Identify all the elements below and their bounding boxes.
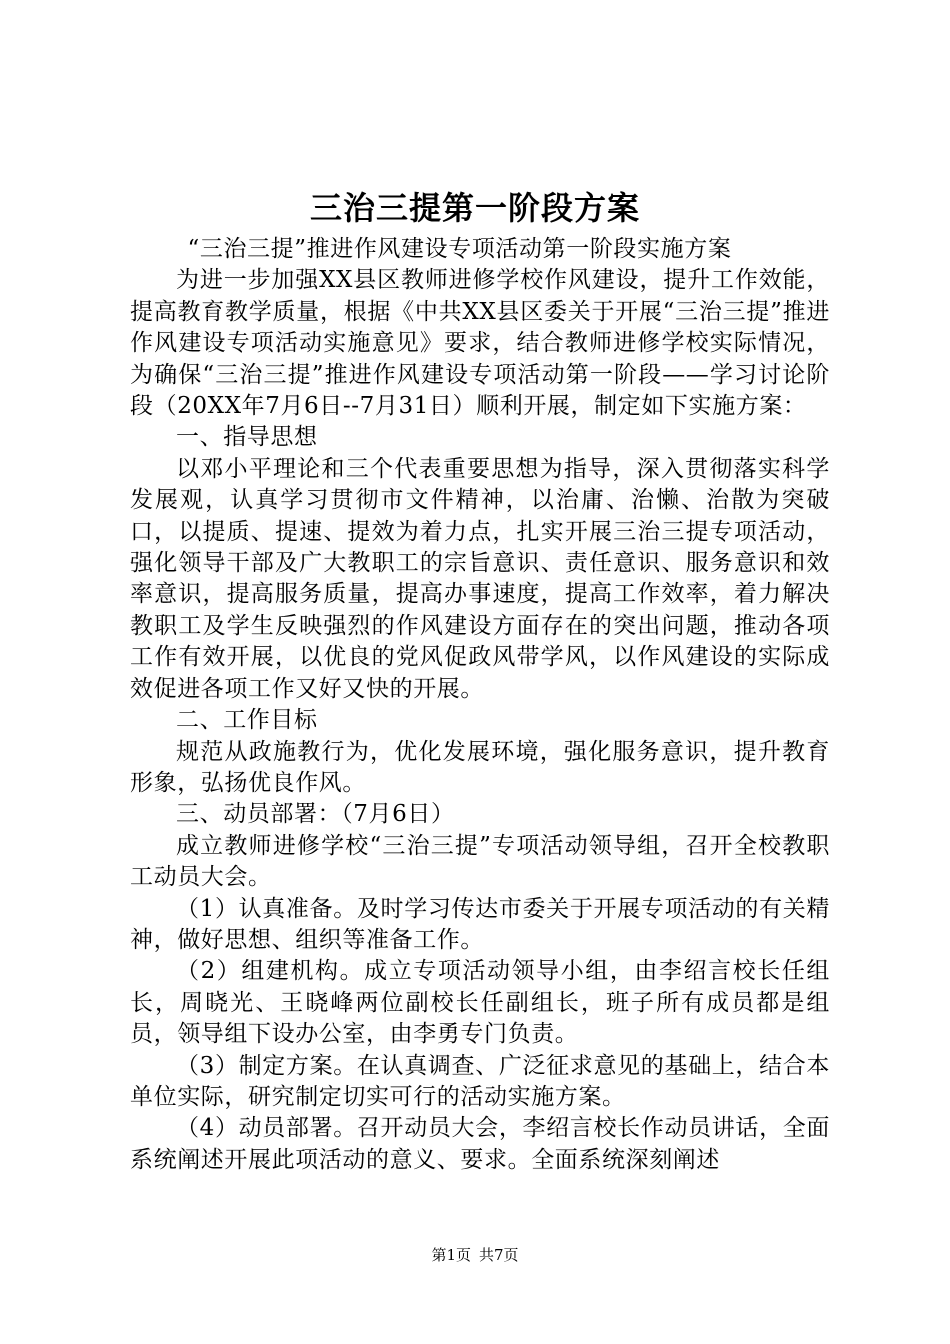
list-item-organization: （2）组建机构。成立专项活动领导小组，由李绍言校长任组长，周晓光、王晓峰两位副校长任副组长，班子所有成员都是组员，领导组下设办公室，由李勇专门负责。 [130,958,830,1048]
section-heading-work-goals: 二、工作目标 [176,707,318,734]
mobilization-paragraph: 成立教师进修学校“三治三提”专项活动领导组，召开全校教职工动员大会。 [130,832,830,891]
page-total: 共7页 [479,1246,519,1264]
section-heading-mobilization: 三、动员部署：（7月6日） [176,801,455,828]
list-item-plan: （3）制定方案。在认真调查、广泛征求意见的基础上，结合本单位实际，研究制定切实可行的活动实施方案。 [130,1052,830,1110]
page-footer [0,1245,950,1265]
intro-paragraph: 为进一步加强XX县区教师进修学校作风建设，提升工作效能，提高教育教学质量，根据《中共XX县区委关于开展“三治三提”推进作风建设专项活动实施意见》要求，结合教师进修学校实际情况，为确保“三治三提”推进作风建设专项活动第一阶段——学习讨论阶段（20XX年7月6日--7月31日）顺利开展，制定如下实施方案： [130,267,830,420]
document-body [130,234,830,1176]
section-heading-guiding-thought: 一、指导思想 [176,424,318,451]
page-number: 第1页 [431,1246,471,1264]
document-title: 三治三提第一阶段方案 [309,189,640,227]
list-item-preparation: （1）认真准备。及时学习传达市委关于开展专项活动的有关精神，做好思想、组织等准备工作。 [130,895,830,953]
guiding-thought-paragraph: 以邓小平理论和三个代表重要思想为指导，深入贯彻落实科学发展观，认真学习贯彻市文件精神，以治庸、治懒、治散为突破口，以提质、提速、提效为着力点，扎实开展三治三提专项活动，强化领导干部及广大教职工的宗旨意识、责任意识、服务意识和效率意识，提高服务质量，提高办事速度，提高工作效率，着力解决教职工及学生反映强烈的作风建设方面存在的突出问题，推动各项工作有效开展，以优良的党风促政风带学风，以作风建设的实际成效促进各项工作又好又快的开展。 [130,455,830,702]
list-item-deployment: （4）动员部署。召开动员大会，李绍言校长作动员讲话，全面系统阐述开展此项活动的意义、要求。全面系统深刻阐述 [130,1115,830,1173]
work-goals-paragraph: 规范从政施教行为，优化发展环境，强化服务意识，提升教育形象，弘扬优良作风。 [130,738,830,796]
document-subtitle: “三治三提”推进作风建设专项活动第一阶段实施方案 [187,236,732,262]
